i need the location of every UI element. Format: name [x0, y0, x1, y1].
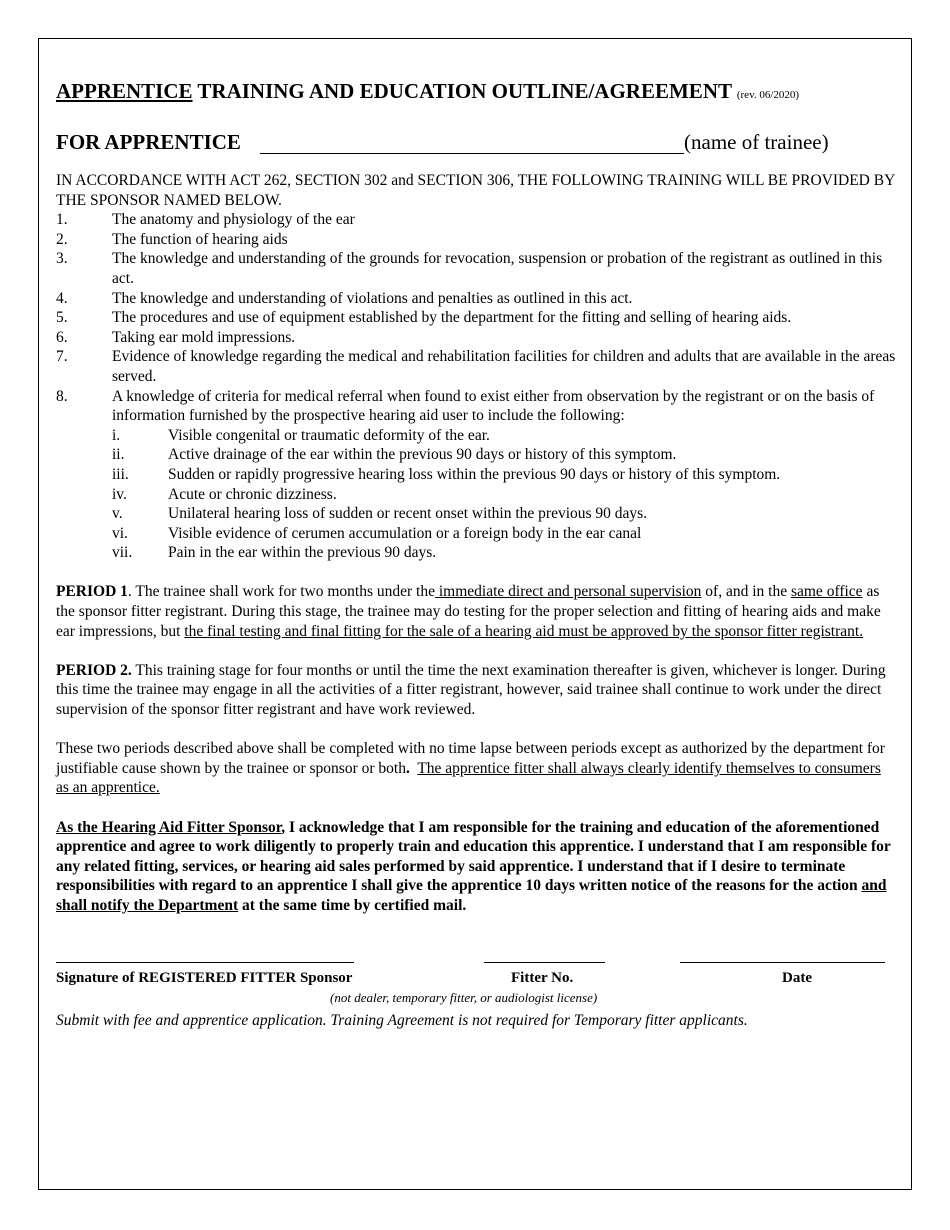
list-item: 4. The knowledge and understanding of violations and penalties as outlined in this act. [56, 289, 633, 307]
name-of-trainee-hint: (name of trainee) [684, 130, 829, 154]
sponsor-acknowledgement: As the Hearing Aid Fitter Sponsor, I acknowledge that I am responsible for the training and education of the aforementioned apprentice and agree to work diligently to properly train and education this apprentice. I understand that I am responsible for any related fitting, services, or hearing aid sales performed by said apprentice. I understand that if I desire to terminate responsibilities with regard to an apprentice I shall give the apprentice 10 days written notice of the reasons for the action and shall notify the Department at the same time by certified mail. [56, 818, 891, 914]
title-apprentice: APPRENTICE [56, 79, 193, 103]
period-1-paragraph: PERIOD 1. The trainee shall work for two months under the immediate direct and personal supervision of, and in the same office as the sponsor fitter registrant. During this stage, the trainee may do testing for the proper selection and fitting of hearing aids and make ear impressions, but the final testing and final fitting for the sale of a hearing aid must be approved by the sponsor fitter registrant. [56, 583, 881, 640]
date-label: Date [782, 969, 812, 986]
date-field[interactable] [680, 962, 885, 963]
period-2-paragraph: PERIOD 2. This training stage for four months or until the time the next examination thereafter is given, whichever is longer. During this time the trainee may engage in all the activities of a fitter registrant, however, said trainee shall continue to work under the direct supervision of the sponsor fitter registrant and have work reviewed. [56, 661, 886, 719]
referral-criteria-list [56, 426, 896, 563]
sub-list-item: i. Visible congenital or traumatic deformity of the ear. [112, 426, 490, 444]
sub-list-item: ii. Active drainage of the ear within the previous 90 days or history of this symptom. [112, 446, 677, 464]
apprentice-name-row [56, 130, 896, 160]
list-item: 3. The knowledge and understanding of the grounds for revocation, suspension or probation of the registrant as outlined in this act. [56, 250, 883, 287]
sub-list-item: iv. Acute or chronic dizziness. [112, 485, 337, 503]
submit-note: Submit with fee and apprentice application. Training Agreement is not required for Temporary fitter applicants. [56, 1011, 748, 1029]
page-title [56, 78, 896, 108]
sub-list-item: iii. Sudden or rapidly progressive hearing loss within the previous 90 days or history of this symptom. [112, 465, 781, 483]
sub-list-item: vii. Pain in the ear within the previous 90 days. [112, 544, 437, 562]
title-rest: TRAINING AND EDUCATION OUTLINE/AGREEMENT [197, 79, 732, 103]
sponsor-signature-label: Signature of REGISTERED FITTER Sponsor [56, 969, 353, 986]
list-item: 1. The anatomy and physiology of the ear [56, 211, 355, 229]
list-item: 5. The procedures and use of equipment established by the department for the fitting and selling of hearing aids. [56, 309, 792, 327]
sub-list-item: v. Unilateral hearing loss of sudden or recent onset within the previous 90 days. [112, 505, 648, 523]
revision-date: (rev. 06/2020) [736, 89, 800, 101]
license-note: (not dealer, temporary fitter, or audiologist license) [330, 989, 598, 1005]
periods-note-paragraph: These two periods described above shall be completed with no time lapse between periods except as authorized by the department for justifiable cause shown by the trainee or sponsor or both. The apprentice fitter shall always clearly identify themselves to consumers as an apprentice. [56, 740, 885, 797]
training-list [56, 210, 896, 563]
sub-list-item: vi. Visible evidence of cerumen accumulation or a foreign body in the ear canal [112, 524, 642, 542]
list-item: 8. A knowledge of criteria for medical referral when found to exist either from observation by the registrant or on the basis of information furnished by the prospective hearing aid user to include the following: [56, 387, 875, 425]
sponsor-signature-field[interactable] [56, 962, 354, 963]
list-item: 7. Evidence of knowledge regarding the medical and rehabilitation facilities for children and adults that are available in the areas served. [56, 348, 896, 385]
for-apprentice-label: FOR APPRENTICE [56, 130, 241, 154]
trainee-name-field[interactable] [260, 153, 684, 154]
fitter-number-label: Fitter No. [511, 969, 574, 986]
fitter-number-field[interactable] [484, 962, 605, 963]
intro-text: IN ACCORDANCE WITH ACT 262, SECTION 302 and SECTION 306, THE FOLLOWING TRAINING WILL BE PROVIDED BY THE SPONSOR NAMED BELOW. [56, 172, 895, 209]
signature-section [56, 962, 896, 1012]
list-item: 2. The function of hearing aids [56, 230, 288, 248]
list-item: 6. Taking ear mold impressions. [56, 328, 296, 346]
document-body [56, 78, 896, 1030]
